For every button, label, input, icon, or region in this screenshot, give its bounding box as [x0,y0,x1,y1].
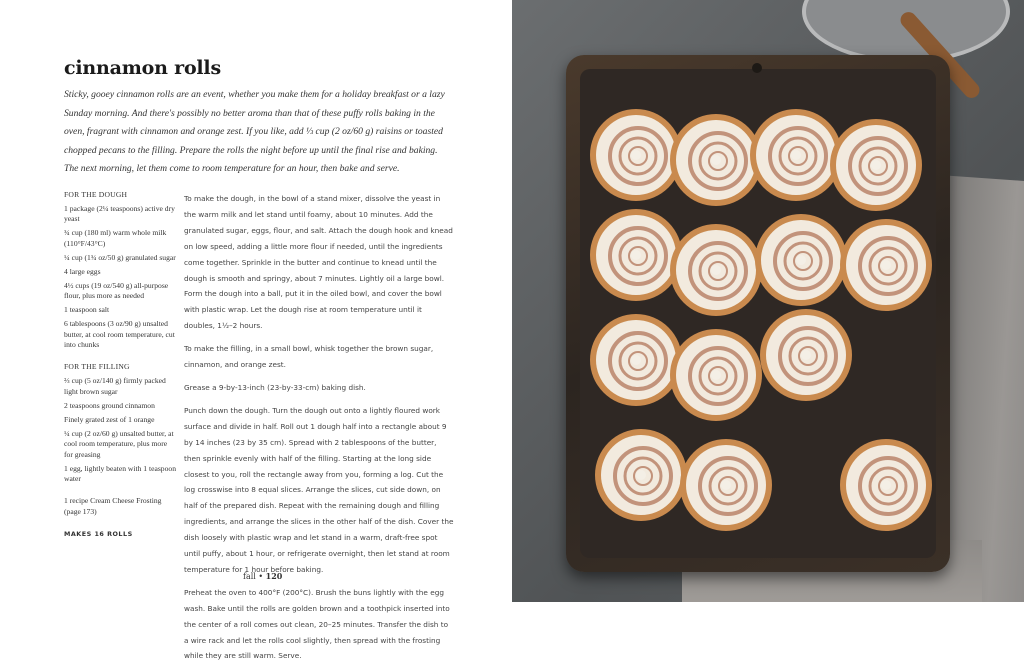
page-number: 120 [265,571,283,581]
ingredient: 4½ cups (19 oz/540 g) all-purpose flour, plus more as needed [64,280,169,301]
ingredient: 4 large eggs [64,266,101,276]
ingredient: ¾ cup (180 ml) warm whole milk (110°F/43°C) [64,228,167,248]
step: To make the filling, in a small bowl, whisk together the brown sugar, cinnamon, and orange zest. [184,344,434,370]
cinnamon-roll [670,114,762,206]
step: To make the dough, in the bowl of a stand mixer, dissolve the yeast in the warm milk and let stand until foamy, about 10 minutes. Add the granulated sugar, eggs, flour, and salt. Attach the dough hook and knead on low speed, adding a little more flour if needed, until the ingredients come together. Sprinkle in the butter and continue to knead until the dough is smooth and springy, about 7 minutes. Lightly oil a large bowl. Form the dough into a ball, put it in the oiled bowl, and cover the bowl with plastic wrap. Let the dough rise at room temperature until it doubles, 1½–2 hours. [184,194,453,331]
cinnamon-roll [830,119,922,211]
step: Punch down the dough. Turn the dough out onto a lightly floured work surface and divide in half. Roll out 1 dough half into a rectangle about 9 by 14 inches (23 by 35 cm). Spread with 2 tablespoons of the butter, then sprinkle evenly with half of the filling. Starting at the long side closest to you, roll the rectangle away from you, forming a log. Cut the log crosswise into 8 equal slices. Arrange the slices, cut side down, on half of the prepared dish. Repeat with the remaining dough and filling ingredients, and arrange the slices in the other half of the dish. Cover the dish loosely with plastic wrap and let stand in a warm, draft-free spot until puffy, about 1 hour, or refrigerate overnight, then let stand at room temperature for 1 hour before baking. [184,405,454,574]
recipe-intro: Sticky, gooey cinnamon rolls are an event, whether you make them for a holiday breakfast or a lazy Sunday morning. And there's possibly no better aroma than that of these puffy rolls baking in the oven, fragrant with cinnamon and orange zest. If you like, add ⅓ cup (2 oz/60 g) raisins or toasted chopped pecans to the filling. Prepare the rolls the night before up until the final rise and baking. The next morning, let them come to room temperature for an hour, then bake and serve. [64,89,445,175]
frosting-bowl [802,0,1010,63]
ingredient: ¼ cup (2 oz/60 g) unsalted butter, at cool room temperature, plus more for greasing [64,428,174,459]
recipe-page [0,0,512,661]
frosting-ingredient: 1 recipe Cream Cheese Frosting (page 173) [64,496,162,516]
dough-heading: FOR THE DOUGH [64,190,128,199]
cinnamon-roll [670,329,762,421]
cinnamon-roll [595,429,687,521]
step: Grease a 9-by-13-inch (23-by-33-cm) baking dish. [184,382,366,392]
ingredient: 2 teaspoons ground cinnamon [64,400,155,410]
cinnamon-roll [840,219,932,311]
cinnamon-roll [590,109,682,201]
cinnamon-roll [760,309,852,401]
ingredient: 1 egg, lightly beaten with 1 teaspoon water [64,463,176,484]
folio-separator: • [258,572,264,581]
cinnamon-roll [590,314,682,406]
ingredient: 6 tablespoons (3 oz/90 g) unsalted butter, at cool room temperature, cut into chunks [64,319,175,350]
ingredients-list [64,190,176,538]
ingredient: 1 teaspoon salt [64,305,110,315]
recipe-yield: MAKES 16 ROLLS [64,529,133,538]
ingredient: Finely grated zest of 1 orange [64,414,155,424]
cinnamon-roll [755,214,847,306]
cinnamon-roll [750,109,842,201]
step: Preheat the oven to 400°F (200°C). Brush the buns lightly with the egg wash. Bake until the rolls are golden brown and a toothpick inserted into the center of a roll comes out clean, 20–25 minutes. Transfer the dish to a wire rack and let the rolls cool slightly, then spread with the frosting while they are still warm. Serve. [184,587,450,661]
page-folio [243,571,282,581]
method-steps [184,191,454,671]
ingredient: 1 package (2¼ teaspoons) active dry yeast [64,203,175,224]
ingredient: ⅔ cup (5 oz/140 g) firmly packed light brown sugar [64,376,166,396]
cinnamon-rolls-photo [512,0,1024,602]
recipe-title: cinnamon rolls [64,57,221,79]
cinnamon-roll [670,224,762,316]
cinnamon-roll [590,209,682,301]
cinnamon-roll [840,439,932,531]
section-name: fall [243,572,256,581]
cinnamon-roll [680,439,772,531]
filling-heading: FOR THE FILLING [64,362,130,372]
ingredient: ¼ cup (1¾ oz/50 g) granulated sugar [64,252,176,262]
rolls-illustration [566,55,950,572]
baking-pan [566,55,950,572]
